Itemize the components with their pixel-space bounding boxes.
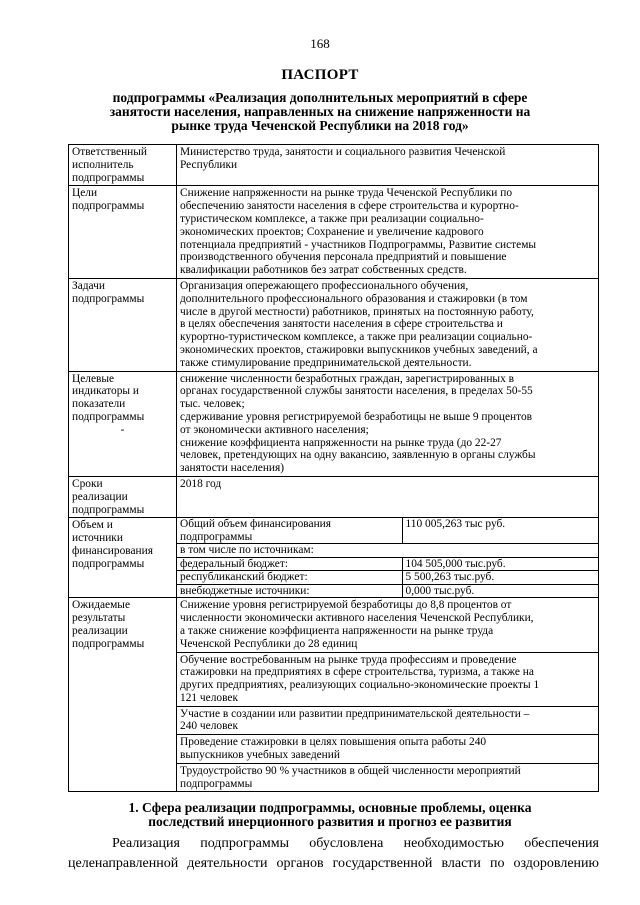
subtitle-line: рынке труда Чеченской Республики на 2018 год» xyxy=(171,118,469,133)
passport-table xyxy=(68,144,599,792)
label-period: Сроки реализации подпрограммы xyxy=(69,476,177,517)
funding-source-row xyxy=(177,557,598,571)
funding-total-label: Общий объем финансирования подпрограммы xyxy=(177,518,402,544)
body-paragraph xyxy=(68,834,599,874)
row-period xyxy=(69,476,599,517)
funding-source-row xyxy=(177,571,598,585)
document-subtitle xyxy=(100,91,540,133)
funding-source-value: 104 505,000 тыс.руб. xyxy=(402,557,598,571)
funding-source-row xyxy=(177,584,598,597)
section-heading xyxy=(100,801,560,829)
funding-cell xyxy=(177,518,599,598)
label-dash: - xyxy=(120,423,125,436)
label-indicators: Целевые индикаторы и показатели подпрограммы xyxy=(72,372,145,423)
row-responsible xyxy=(69,145,599,186)
document-title: ПАСПОРТ xyxy=(281,67,359,83)
result-item: Обучение востребованным на рынке труда профессиям и проведение стажировки на предприятиях в сфере строительства, туризма, а также на других предприятиях, реализующих социально-экономические проекты 1 121 человек xyxy=(177,653,598,707)
label-funding: Объем и источники финансирования подпрограммы xyxy=(69,518,177,598)
value-goals: Снижение напряженности на рынке труда Чеченской Республики по обеспечению занятости населения в сфере строительства и курортно- туристическом комплексе, а также при реализации социально- экономических проектов; Сохранение и увеличение кадрового потенциала предприятий - участников Подпрограммы, Развитие системы производственного обучения персонала предприятий и повышение квалификации работников без затрат собственных средств. xyxy=(177,186,599,279)
label-indicators-cell xyxy=(69,371,177,476)
result-item: Проведение стажировки в целях повышения опыта работы 240 выпускников учебных заведений xyxy=(177,735,598,764)
section-heading-line: 1. Сфера реализации подпрограммы, основные проблемы, оценка xyxy=(128,800,532,815)
value-responsible: Министерство труда, занятости и социального развития Чеченской Республики xyxy=(177,145,599,186)
result-item: Трудоустройство 90 % участников в общей численности мероприятий подпрограммы xyxy=(180,764,521,790)
row-results xyxy=(69,598,599,792)
value-period: 2018 год xyxy=(177,476,599,517)
label-tasks: Задачи подпрограммы xyxy=(69,278,177,371)
funding-source-value: 5 500,263 тыс.руб. xyxy=(402,571,598,585)
funding-source-label: федеральный бюджет: xyxy=(177,557,402,571)
body-line: целенаправленной деятельности органов государственной власти по оздоровлению xyxy=(68,856,599,871)
label-results: Ожидаемые результаты реализации подпрограммы xyxy=(69,598,177,792)
funding-total-row xyxy=(177,518,598,544)
label-responsible: Ответственный исполнитель подпрограммы xyxy=(69,145,177,186)
result-item: Участие в создании или развитии предпринимательской деятельности – 240 человек xyxy=(177,707,598,736)
funding-source-value: 0,000 тыс.руб. xyxy=(402,584,598,597)
label-goals: Цели подпрограммы xyxy=(69,186,177,279)
value-indicators: снижение численности безработных граждан, зарегистрированных в органах государственной службы занятости населения, в пределах 50-55 тыс. человек; сдерживание уровня регистрируемой безработицы не выше 9 процентов от экономически активного населения; снижение коэффициента напряженности на рынке труда (до 22-27 человек, претендующих на одну вакансию, заявленную в органы службы занятости населения) xyxy=(177,371,599,476)
row-tasks xyxy=(69,278,599,371)
funding-source-label: внебюджетные источники: xyxy=(177,584,402,597)
body-line: Реализация подпрограммы обусловлена необходимостью обеспечения xyxy=(112,836,599,851)
funding-source-label: республиканский бюджет: xyxy=(177,571,402,585)
funding-total-value: 110 005,263 тыс руб. xyxy=(402,518,598,544)
row-funding xyxy=(69,518,599,598)
page-number: 168 xyxy=(310,36,330,51)
subtitle-line: занятости населения, направленных на снижение напряженности на xyxy=(109,104,531,119)
value-tasks: Организация опережающего профессионального обучения, дополнительного профессионального образования и стажировки (в том числе в другой местности) работников, принятых на постоянную работу, в целях обеспечения занятости населения в сфере строительства и курортно-туристическом комплексе, а также при реализации социально- экономических проектов, стажировки выпускников учебных заведений, а также стимулирование предпринимательской деятельности. xyxy=(177,278,599,371)
subtitle-line: подпрограммы «Реализация дополнительных мероприятий в сфере xyxy=(112,90,528,105)
row-indicators xyxy=(69,371,599,476)
funding-sources-header-row xyxy=(177,544,598,558)
funding-table xyxy=(177,518,598,597)
section-heading-line: последствий инерционного развития и прогноз ее развития xyxy=(148,814,512,829)
row-goals xyxy=(69,186,599,279)
result-item: Снижение уровня регистрируемой безработицы до 8,8 процентов от численности экономически активного населения Чеченской Республики, а также снижение коэффициента напряженности на рынке труда Чеченской Республики до 28 единиц xyxy=(177,598,598,652)
results-cell xyxy=(177,598,599,792)
funding-sources-header: в том числе по источникам: xyxy=(177,544,598,558)
